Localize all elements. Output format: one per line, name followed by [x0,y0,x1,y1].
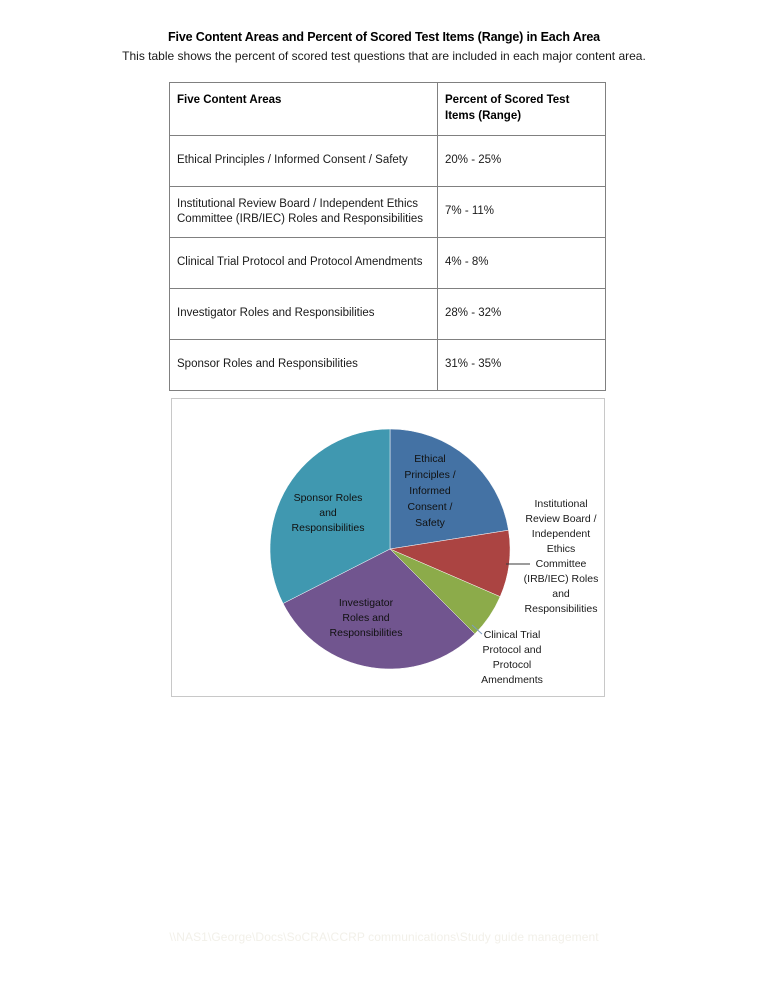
cell-content-area: Clinical Trial Protocol and Protocol Amendments [170,238,438,289]
column-header-content-areas: Five Content Areas [170,83,438,136]
cell-content-area: Sponsor Roles and Responsibilities [170,340,438,391]
pie-chart-frame [171,398,605,697]
column-header-percent: Percent of Scored Test Items (Range) [438,83,606,136]
table-row [170,340,606,391]
pie-label-line: Roles and [342,612,390,624]
cell-percent-range: 28% - 32% [438,289,606,340]
cell-percent-range: 31% - 35% [438,340,606,391]
pie-label-line: Principles / [404,469,456,481]
pie-label-line: Investigator [338,597,394,609]
content-areas-table [169,82,606,391]
cell-content-area: Ethical Principles / Informed Consent / Safety [170,136,438,187]
page-subtitle: This table shows the percent of scored test questions that are included in each major content area. [122,49,646,63]
pie-label-line: Responsibilities [291,522,365,534]
cell-percent-range: 20% - 25% [438,136,606,187]
pie-label-line: and [552,588,570,600]
footer-file-path: \\NAS1\George\Docs\SoCRA\CCRP communications\Study guide management [169,930,599,944]
pie-label-line: Review Board / [525,513,597,525]
cell-percent-range: 4% - 8% [438,238,606,289]
page-title: Five Content Areas and Percent of Scored Test Items (Range) in Each Area [168,30,600,44]
pie-label-line: Protocol and [482,644,542,656]
cell-content-area: Institutional Review Board / Independent Ethics Committee (IRB/IEC) Roles and Responsibilities [170,187,438,238]
pie-label-line: Consent / [407,501,453,513]
pie-label-line: Amendments [481,674,543,686]
pie-label-line: and [319,507,337,519]
pie-label-line: Institutional [534,498,588,510]
pie-label-line: Responsibilities [524,603,598,615]
pie-label-clinical-trial-protocol [481,629,543,686]
pie-label-line: Committee [535,558,587,570]
table-row [170,187,606,238]
document-header [0,30,768,64]
table-row [170,238,606,289]
pie-label-line: (IRB/IEC) Roles [523,573,599,585]
table-row [170,136,606,187]
table-row [170,289,606,340]
pie-label-line: Sponsor Roles [293,492,363,504]
pie-label-line: Safety [415,517,445,529]
table-header-row [170,83,606,136]
pie-label-line: Ethical [414,453,446,465]
pie-label-line: Protocol [492,659,532,671]
pie-label-line: Independent [531,528,591,540]
pie-label-irb-iec [524,498,599,615]
pie-chart [172,399,604,696]
pie-label-line: Clinical Trial [483,629,541,641]
cell-content-area: Investigator Roles and Responsibilities [170,289,438,340]
pie-label-line: Informed [409,485,451,497]
pie-label-line: Ethics [546,543,576,555]
pie-label-line: Responsibilities [329,627,403,639]
cell-percent-range: 7% - 11% [438,187,606,238]
